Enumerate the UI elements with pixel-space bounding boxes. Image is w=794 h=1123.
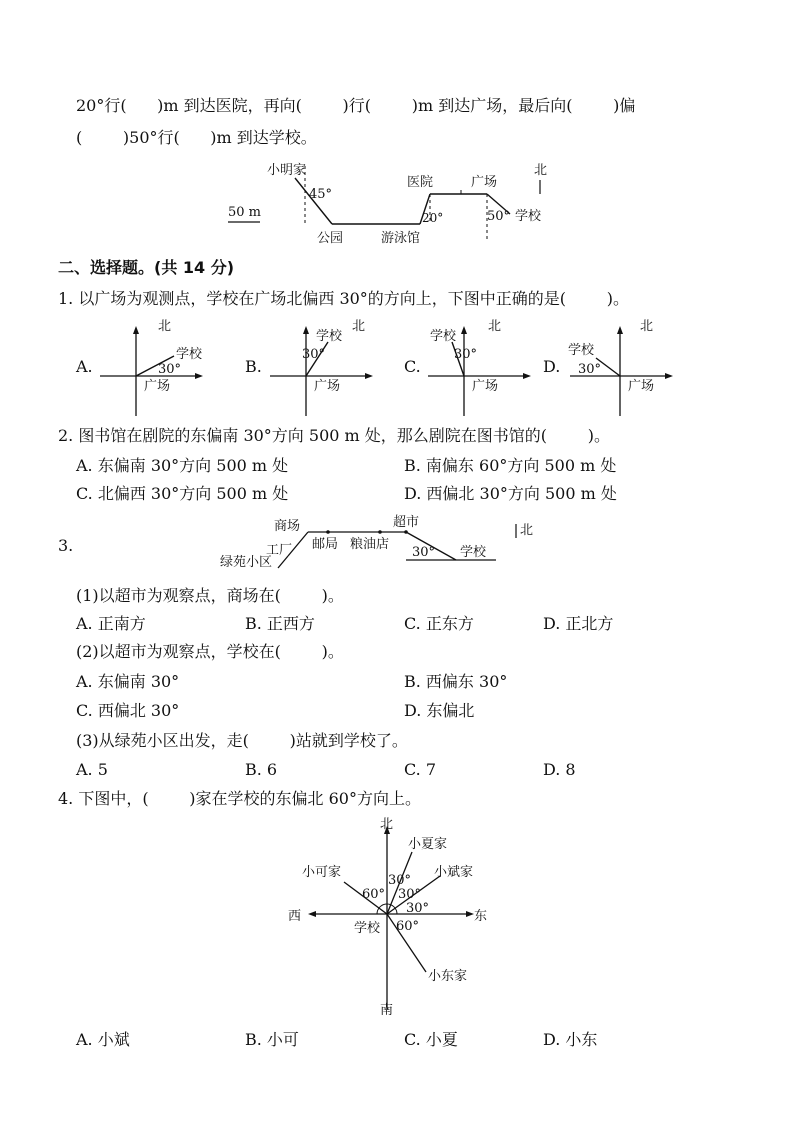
q3-school: 学校 bbox=[460, 545, 487, 560]
q4-stem: 4. 下图中，( )家在学校的东偏北 60°方向上。 bbox=[58, 789, 421, 808]
q4-option-b[interactable]: B. 小可 bbox=[245, 1030, 299, 1049]
q2-option-a[interactable]: A. 东偏南 30°方向 500 m 处 bbox=[76, 456, 289, 475]
q1-c-angle: 30° bbox=[454, 347, 478, 362]
q3-community: 绿苑小区 bbox=[220, 555, 273, 570]
q3-sub1-b[interactable]: B. 正西方 bbox=[245, 614, 315, 633]
label-home: 小明家 bbox=[267, 163, 307, 178]
angle-60-bottom: 60° bbox=[396, 919, 420, 934]
q3-sub3-b[interactable]: B. 6 bbox=[245, 760, 278, 779]
label-angle50: 50° bbox=[487, 209, 511, 224]
q1-d-north: 北 bbox=[640, 319, 654, 334]
q1-option-d-letter[interactable]: D. bbox=[543, 357, 561, 376]
q1-c-square: 广场 bbox=[472, 379, 499, 394]
q3-sub1-a[interactable]: A. 正南方 bbox=[76, 614, 146, 633]
label-angle20: 20° bbox=[422, 211, 444, 225]
label-xiaobin: 小斌家 bbox=[434, 865, 474, 880]
label-square: 广场 bbox=[471, 175, 498, 190]
label-school: 学校 bbox=[354, 921, 381, 936]
q3-supermarket: 超市 bbox=[393, 515, 420, 530]
label-park: 公园 bbox=[317, 231, 344, 246]
q3-sub1: (1)以超市为观察点，商场在( )。 bbox=[76, 586, 344, 605]
q1-d-angle: 30° bbox=[578, 362, 602, 377]
route-map bbox=[225, 158, 548, 248]
q1-d-school: 学校 bbox=[568, 343, 595, 358]
q1-diagram-b bbox=[270, 316, 380, 416]
q1-b-school: 学校 bbox=[316, 329, 343, 344]
q4-option-c[interactable]: C. 小夏 bbox=[404, 1030, 458, 1049]
q3-sub2-d[interactable]: D. 东偏北 bbox=[404, 701, 475, 720]
label-angle45: 45° bbox=[309, 187, 333, 202]
angle-30-right: 30° bbox=[406, 901, 430, 916]
label-xiaoke: 小可家 bbox=[302, 865, 342, 880]
q3-sub3-d[interactable]: D. 8 bbox=[543, 760, 576, 779]
q1-option-a-letter[interactable]: A. bbox=[76, 357, 93, 376]
q1-c-north: 北 bbox=[488, 319, 502, 334]
angle-30-top: 30° bbox=[388, 873, 412, 888]
q3-north: 北 bbox=[520, 523, 534, 538]
q1-b-angle: 30° bbox=[302, 347, 326, 362]
q1-a-school: 学校 bbox=[176, 347, 203, 362]
q3-factory: 工厂 bbox=[266, 543, 293, 558]
q1-b-north: 北 bbox=[352, 319, 366, 334]
compass-south: 南 bbox=[380, 1003, 394, 1018]
q4-option-d[interactable]: D. 小东 bbox=[543, 1030, 598, 1049]
q1-stem: 1. 以广场为观测点，学校在广场北偏西 30°的方向上，下图中正确的是( )。 bbox=[58, 289, 629, 308]
compass-east: 东 bbox=[474, 909, 488, 924]
q4-option-a[interactable]: A. 小斌 bbox=[76, 1030, 130, 1049]
compass-west: 西 bbox=[288, 909, 302, 924]
q3-angle: 30° bbox=[412, 545, 436, 560]
q3-grain: 粮油店 bbox=[350, 537, 390, 552]
q3-mall: 商场 bbox=[274, 519, 301, 534]
section-title: 二、选择题。(共 14 分) bbox=[58, 258, 235, 277]
q1-diagram-d bbox=[570, 316, 690, 416]
north-label: 北 bbox=[534, 163, 548, 178]
angle-30-mid: 30° bbox=[398, 887, 422, 902]
q3-post: 邮局 bbox=[312, 537, 339, 552]
q1-diagram-a bbox=[100, 316, 240, 416]
q1-b-square: 广场 bbox=[314, 379, 341, 394]
q1-d-square: 广场 bbox=[628, 379, 655, 394]
label-xiaxia: 小夏家 bbox=[408, 837, 448, 852]
label-pool: 游泳馆 bbox=[381, 231, 421, 246]
q3-sub2-a[interactable]: A. 东偏南 30° bbox=[76, 672, 180, 691]
angle-60-left: 60° bbox=[362, 887, 386, 902]
q2-option-b[interactable]: B. 南偏东 60°方向 500 m 处 bbox=[404, 456, 617, 475]
label-xiaodong: 小东家 bbox=[428, 969, 468, 984]
q3-number: 3. bbox=[58, 536, 74, 555]
q3-sub3: (3)从绿苑小区出发，走( )站就到学校了。 bbox=[76, 731, 408, 750]
q3-sub1-d[interactable]: D. 正北方 bbox=[543, 614, 614, 633]
q2-option-d[interactable]: D. 西偏北 30°方向 500 m 处 bbox=[404, 484, 617, 503]
label-school: 学校 bbox=[515, 209, 542, 224]
q3-sub1-c[interactable]: C. 正东方 bbox=[404, 614, 474, 633]
q1-c-school: 学校 bbox=[430, 329, 457, 344]
q1-a-angle: 30° bbox=[158, 362, 182, 377]
q2-option-c[interactable]: C. 北偏西 30°方向 500 m 处 bbox=[76, 484, 289, 503]
q1-option-b-letter[interactable]: B. bbox=[245, 357, 262, 376]
q3-sub2-c[interactable]: C. 西偏北 30° bbox=[76, 701, 180, 720]
q1-diagram-c bbox=[428, 316, 538, 416]
scale-label: 50 m bbox=[228, 205, 262, 220]
q3-sub3-a[interactable]: A. 5 bbox=[76, 760, 108, 779]
q2-stem: 2. 图书馆在剧院的东偏南 30°方向 500 m 处，那么剧院在图书馆的( )。 bbox=[58, 426, 610, 445]
q1-a-square: 广场 bbox=[144, 379, 171, 394]
label-hospital: 医院 bbox=[407, 175, 434, 190]
q3-map bbox=[218, 510, 548, 582]
q3-sub3-c[interactable]: C. 7 bbox=[404, 760, 437, 779]
q4-compass-diagram bbox=[282, 818, 502, 1018]
q3-sub2-b[interactable]: B. 西偏东 30° bbox=[404, 672, 508, 691]
q1-option-c-letter[interactable]: C. bbox=[404, 357, 421, 376]
q3-sub2: (2)以超市为观察点，学校在( )。 bbox=[76, 642, 344, 661]
q1-a-north: 北 bbox=[158, 319, 172, 334]
intro-line-2: ( )50°行( )m 到达学校。 bbox=[76, 128, 317, 147]
intro-line-1: 20°行( )m 到达医院，再向( )行( )m 到达广场，最后向( )偏 bbox=[76, 96, 636, 115]
compass-north: 北 bbox=[380, 817, 394, 832]
